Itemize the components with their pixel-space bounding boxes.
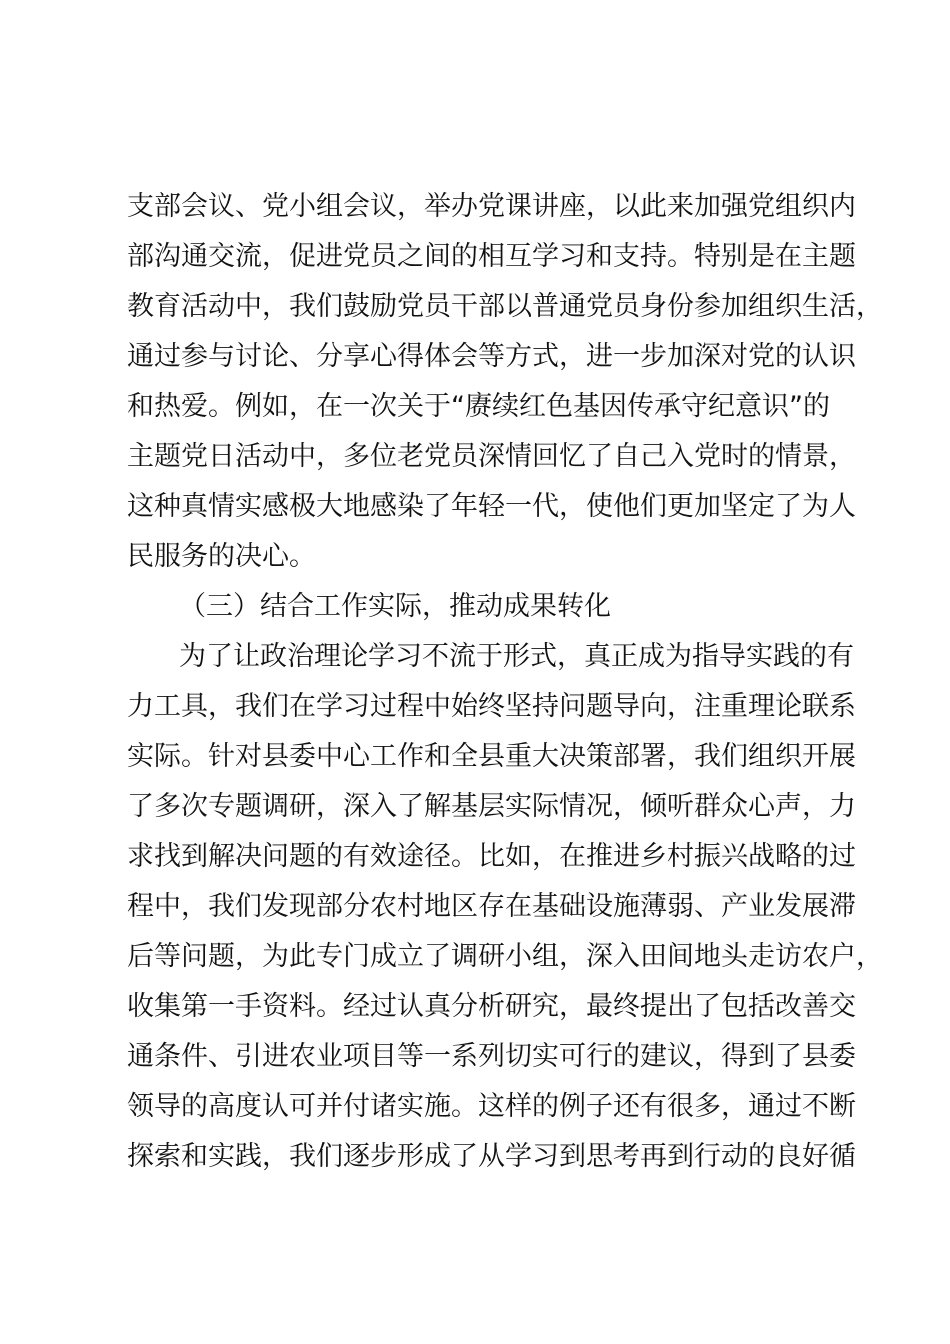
paragraph-line: 求找到解决问题的有效途径。比如，在推进乡村振兴战略的过 <box>127 841 856 872</box>
paragraph-line: 为了让政治理论学习不流于形式，真正成为指导实践的有 <box>179 641 854 672</box>
paragraph-line: 通条件、引进农业项目等一系列切实可行的建议，得到了县委 <box>127 1041 856 1072</box>
paragraph-line: 领导的高度认可并付诸实施。这样的例子还有很多，通过不断 <box>127 1091 856 1122</box>
paragraph-line: 教育活动中，我们鼓励党员干部以普通党员身份参加组织生活， <box>127 291 883 322</box>
paragraph-line: 民服务的决心。 <box>127 541 316 572</box>
paragraph-line: 了多次专题调研，深入了解基层实际情况，倾听群众心声，力 <box>127 791 856 822</box>
paragraph-line: 探索和实践，我们逐步形成了从学习到思考再到行动的良好循 <box>127 1141 856 1172</box>
paragraph-line: 程中，我们发现部分农村地区存在基础设施薄弱、产业发展滞 <box>127 891 856 922</box>
paragraph-line: 通过参与讨论、分享心得体会等方式，进一步加深对党的认识 <box>127 341 856 372</box>
paragraph-line: 力工具，我们在学习过程中始终坚持问题导向，注重理论联系 <box>127 691 856 722</box>
paragraph-line: 实际。针对县委中心工作和全县重大决策部署，我们组织开展 <box>127 741 856 772</box>
paragraph-line: 收集第一手资料。经过认真分析研究，最终提出了包括改善交 <box>127 991 856 1022</box>
paragraph-line: 支部会议、党小组会议，举办党课讲座，以此来加强党组织内 <box>127 191 856 222</box>
paragraph-line: 主题党日活动中，多位老党员深情回忆了自己入党时的情景， <box>127 441 856 472</box>
paragraph-line: 和热爱。例如，在一次关于“赓续红色基因传承守纪意识”的 <box>127 391 830 422</box>
paragraph-line: 部沟通交流，促进党员之间的相互学习和支持。特别是在主题 <box>127 241 856 272</box>
paragraph-line: 这种真情实感极大地感染了年轻一代，使他们更加坚定了为人 <box>127 491 856 522</box>
section-heading: （三）结合工作实际，推动成果转化 <box>179 591 611 622</box>
paragraph-line: 后等问题，为此专门成立了调研小组，深入田间地头走访农户， <box>127 941 883 972</box>
